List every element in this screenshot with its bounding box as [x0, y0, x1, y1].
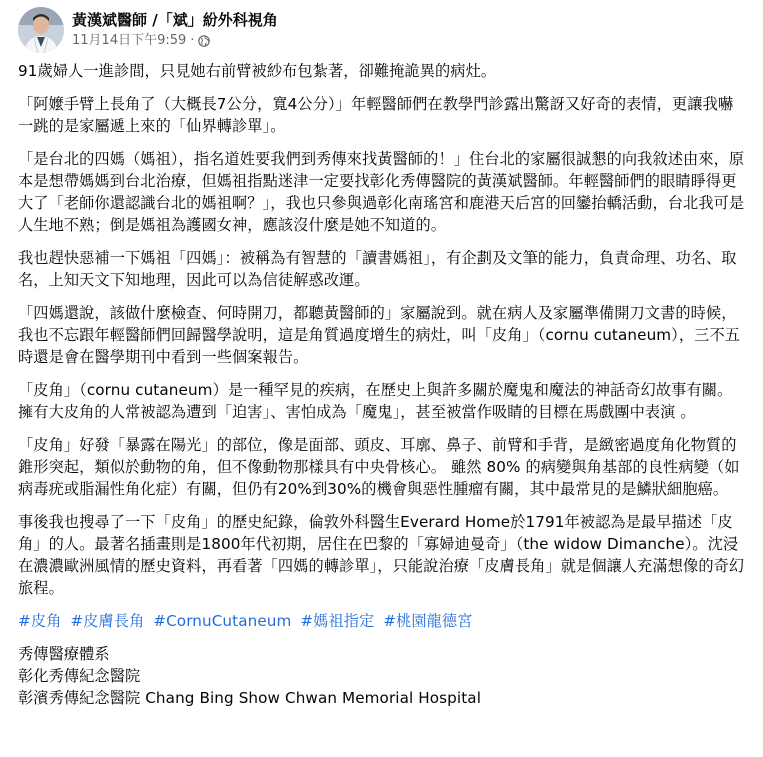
- hashtag-link[interactable]: #皮角: [18, 612, 62, 630]
- signature-line: 彰化秀傳紀念醫院: [18, 667, 141, 685]
- hashtag-link[interactable]: #媽祖指定: [300, 612, 375, 630]
- post-paragraph: 「皮角」好發「暴露在陽光」的部位，像是面部、頭皮、耳廓、鼻子、前臂和手背，是緻密過度角化物質的錐形突起，類似於動物的角，但不像動物那樣具有中央骨核心。 雖然 80% 的病變與角基部的良性病變（如病毒疣或脂漏性角化症）有關，但仍有20%到30%的機會與惡性腫瘤有關，其中最常見的是鱗狀細胞癌。: [18, 436, 740, 498]
- hashtag-list: [18, 610, 746, 632]
- post-paragraph: 我也趕快惡補一下媽祖「四媽」：被稱為有智慧的「讀書媽祖」，有企劃及文筆的能力，負責命理、功名、取名，上知天文下知地理，因此可以為信徒解惑改運。: [18, 249, 737, 289]
- post-paragraph: 事後我也搜尋了一下「皮角」的歷史紀錄，倫敦外科醫生Everard Home於1791年被認為是最早描述「皮角」的人。最著名插畫則是1800年代初期，居住在巴黎的「寡婦迪曼奇」（the widow Dimanche）。沈浸在濃濃歐洲風情的歷史資料，再看著「四媽的轉診單」，只能說治療「皮膚長角」就是個讓人充滿想像的奇幻旅程。: [18, 513, 745, 597]
- signature-line: 秀傳醫療體系: [18, 645, 110, 663]
- post-paragraph: 「阿嬤手臂上長角了（大概長7公分，寬4公分）」年輕醫師們在教學門診露出驚訝又好奇的表情，更讓我嚇一跳的是家屬遞上來的「仙界轉診單」。: [18, 95, 734, 135]
- post-header: [18, 4, 718, 56]
- post-header-info: [72, 10, 278, 50]
- hashtag-link[interactable]: #皮膚長角: [70, 612, 145, 630]
- hashtag-link[interactable]: #桃園龍德宮: [383, 612, 473, 630]
- post-body: [18, 60, 746, 709]
- hashtag-link[interactable]: #CornuCutaneum: [153, 612, 292, 630]
- post-paragraph: 91歲婦人一進診間，只見她右前臂被紗布包紮著，卻難掩詭異的病灶。: [18, 62, 497, 80]
- author-avatar[interactable]: [18, 7, 64, 53]
- post-paragraph: 「是台北的四媽（媽祖），指名道姓要我們到秀傳來找黃醫師的！」住台北的家屬很誠懇的向我敘述由來，原本是想帶媽媽到台北治療，但媽祖指點迷津一定要找彰化秀傳醫院的黃漢斌醫師。年輕醫師們的眼睛睜得更大了「老師你還認識台北的媽祖啊？」，我也只參與過彰化南瑤宮和鹿港天后宮的回鑾抬轎活動，台北我可是人生地不熟；倒是媽祖為護國女神，應該沒什麼是她不知道的。: [18, 150, 745, 234]
- signature-line: 彰濱秀傳紀念醫院 Chang Bing Show Chwan Memorial Hospital: [18, 689, 482, 707]
- post-timestamp[interactable]: 11月14日下午9:59: [72, 33, 187, 48]
- post-paragraph: 「皮角」（cornu cutaneum）是一種罕見的疾病，在歷史上與許多關於魔鬼和魔法的神話奇幻故事有關。擁有大皮角的人常被認為遭到「迫害」、害怕成為「魔鬼」，甚至被當作吸睛的目標在馬戲團中表演 。: [18, 381, 733, 421]
- author-name[interactable]: 黃漢斌醫師 /「斌」紛外科視角: [72, 11, 278, 29]
- globe-icon[interactable]: [198, 35, 210, 47]
- post-signature: [18, 643, 746, 709]
- post-meta: [72, 32, 278, 50]
- post-paragraph: 「四媽還說，該做什麼檢查、何時開刀，都聽黃醫師的」家屬說到。就在病人及家屬準備開刀文書的時候，我也不忘跟年輕醫師們回歸醫學說明，這是角質過度增生的病灶，叫「皮角」（cornu cutaneum），三不五時還是會在醫學期刊中看到一些個案報告。: [18, 304, 741, 366]
- meta-separator: ·: [190, 33, 195, 48]
- doctor-avatar-icon: [18, 7, 64, 53]
